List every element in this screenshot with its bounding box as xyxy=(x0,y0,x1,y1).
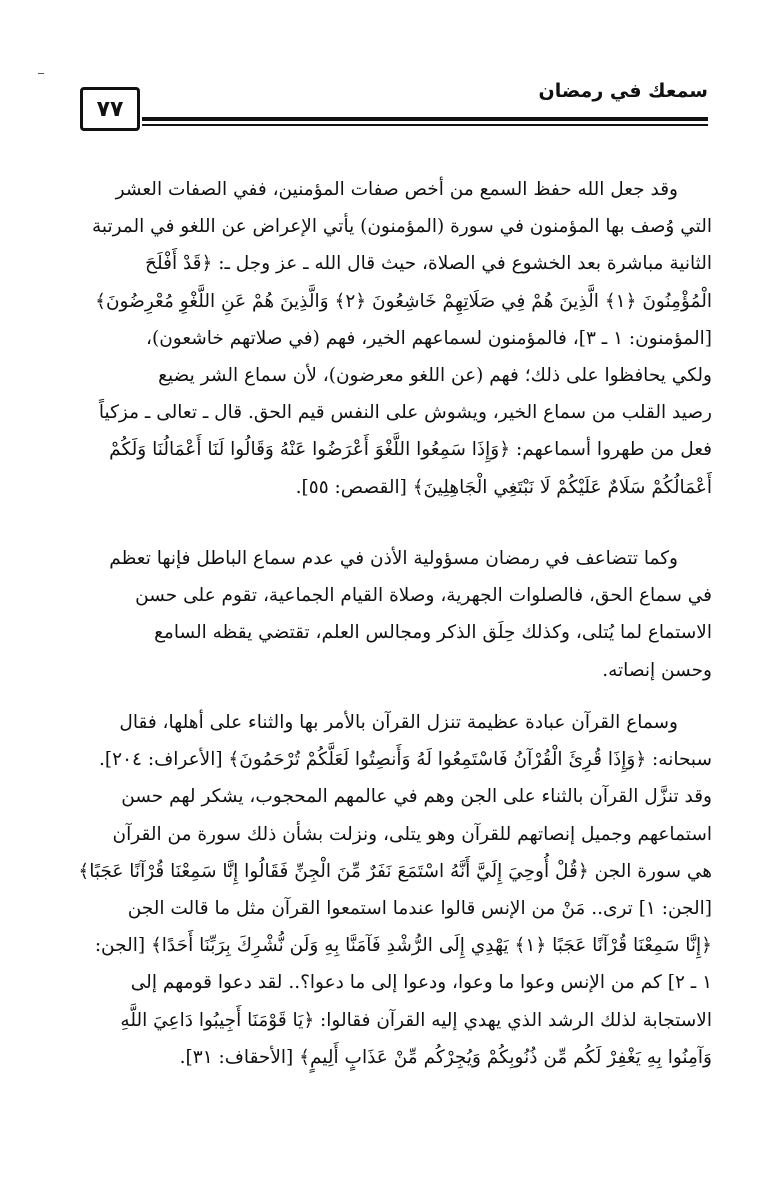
text-line: سبحانه: ﴿وَإِذَا قُرِئَ الْقُرْآنُ فَاسْتَمِعُوا لَهُ وَأَنصِتُوا لَعَلَّكُمْ تُرْحَمُونَ﴾ [الأعراف: ٢٠٤]. xyxy=(99,749,712,771)
text-line: وقد تنزَّل القرآن بالثناء على الجن وهم في عالمهم المحجوب، يشكر لهم حسن xyxy=(121,786,712,808)
text-line: [المؤمنون: ١ ـ ٣]، فالمؤمنون لسماعهم الخير، فهم (في صلاتهم خاشعون)، xyxy=(146,327,712,349)
page-number: ٧٧ xyxy=(80,87,140,131)
text-line: التي وُصف بها المؤمنون في سورة (المؤمنون) يأتي الإعراض عن اللغو في المرتبة xyxy=(91,216,712,238)
header-rule xyxy=(142,117,708,121)
text-line: الثانية مباشرة بعد الخشوع في الصلاة، حيث قال الله ـ عز وجل ـ: ﴿قَدْ أَفْلَحَ xyxy=(145,253,712,275)
text-line: رصيد القلب من سماع الخير، ويشوش على النفس قيم الحق. قال ـ تعالى ـ مزكياً xyxy=(98,402,712,424)
paragraph-quran-listening xyxy=(72,704,712,1076)
header-rule-thin xyxy=(142,124,708,126)
running-title: سمعك في رمضان xyxy=(538,80,708,102)
text-line: في سماع الحق، فالصلوات الجهرية، وصلاة القيام الجماعية، تقوم على حسن xyxy=(135,585,712,607)
text-line: الاستجابة لذلك الرشد الذي يهدي إليه القرآن فقالوا: ﴿يَا قَوْمَنَا أَجِيبُوا دَاعِيَ اللَّهِ xyxy=(120,1009,712,1031)
crop-mark xyxy=(38,73,44,74)
text-line: الاستماع لما يُتلى، وكذلك حِلَق الذكر ومجالس العلم، تقتضي يقظه السامع xyxy=(154,622,712,644)
text-line: استماعهم وجميل إنصاتهم للقرآن وهو يتلى، ونزلت بشأن ذلك سورة من القرآن xyxy=(112,823,712,845)
text-line: أَعْمَالُكُمْ سَلَامٌ عَلَيْكُمْ لَا نَبْتَغِي الْجَاهِلِينَ﴾ [القصص: ٥٥]. xyxy=(295,476,712,498)
text-line: [الجن: ١] ترى.. مَنْ من الإنس قالوا عندما استمعوا القرآن مثل ما قالت الجن xyxy=(127,897,712,919)
text-line: ولكي يحافظوا على ذلك؛ فهم (عن اللغو معرضون)، لأن سماع الشر يضيع xyxy=(158,364,712,386)
text-line: وَآمِنُوا بِهِ يَغْفِرْ لَكُم مِّن ذُنُوبِكُمْ وَيُجِرْكُم مِّنْ عَذَابٍ أَلِيمٍ﴾ [الأحقاف: ٣١]. xyxy=(179,1046,712,1068)
text-line: وسماع القرآن عبادة عظيمة تنزل القرآن بالأمر بها والثناء على أهلها، فقال xyxy=(119,712,678,733)
paragraph-hearing-protection xyxy=(72,171,712,506)
text-line: فعل من طهروا أسماعهم: ﴿وَإِذَا سَمِعُوا اللَّغْوَ أَعْرَضُوا عَنْهُ وَقَالُوا لَنَا أَعْمَالُنَا وَلَكُمْ xyxy=(109,439,712,461)
text-line: هي سورة الجن ﴿قُلْ أُوحِيَ إِلَيَّ أَنَّهُ اسْتَمَعَ نَفَرٌ مِّنَ الْجِنِّ فَقَالُوا إِنَّا سَمِعْنَا قُرْآنًا عَجَبًا﴾ xyxy=(78,860,712,882)
paragraph-ramadan-listening xyxy=(72,540,712,689)
text-line: وحسن إنصاته. xyxy=(602,659,712,681)
text-line: ﴿إِنَّا سَمِعْنَا قُرْآنًا عَجَبًا ﴿١﴾ يَهْدِي إِلَى الرُّشْدِ فَآمَنَّا بِهِ وَلَن نُّشْرِكَ بِرَبِّنَا أَحَدًا﴾ [الجن: xyxy=(94,935,712,957)
text-line: وكما تتضاعف في رمضان مسؤولية الأذن في عدم سماع الباطل فإنها تعظم xyxy=(109,548,678,569)
text-line: ١ ـ ٢] كم من الإنس وعوا ما وعوا، ودعوا إلى ما دعوا؟.. لقد دعوا قومهم إلى xyxy=(130,972,712,994)
text-line: الْمُؤْمِنُونَ ﴿١﴾ الَّذِينَ هُمْ فِي صَلَاتِهِمْ خَاشِعُونَ ﴿٢﴾ وَالَّذِينَ هُمْ عَنِ اللَّغْوِ مُعْرِضُونَ﴾ xyxy=(95,290,712,312)
text-line: وقد جعل الله حفظ السمع من أخص صفات المؤمنين، ففي الصفات العشر xyxy=(115,179,678,200)
